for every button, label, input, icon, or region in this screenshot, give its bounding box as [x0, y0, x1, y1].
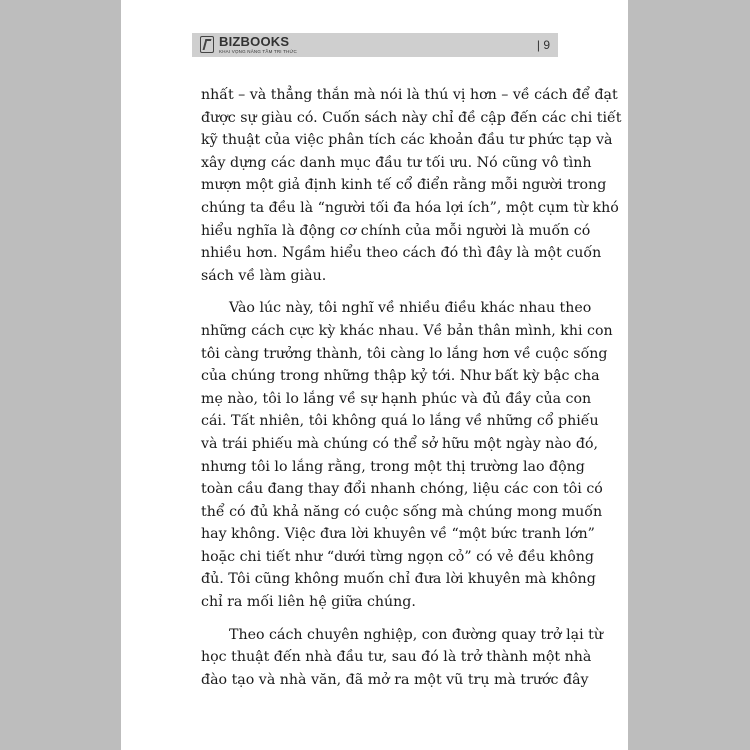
publisher-logo-text: BIZBOOKS — [219, 34, 290, 49]
text-line: của chúng trong những thập kỷ tới. Như bất kỳ bậc cha — [201, 368, 600, 385]
text-line: hoặc chi tiết như “dưới từng ngọn cỏ” có vẻ đều không — [201, 548, 594, 565]
paragraph-2 — [201, 297, 613, 613]
paragraph-1 — [201, 84, 622, 287]
text-line: chúng ta đều là “người tối đa hóa lợi ích”, một cụm từ khó — [201, 199, 619, 216]
text-line: và trái phiếu mà chúng có thể sở hữu một ngày nào đó, — [201, 435, 598, 452]
text-line: những cách cực kỳ khác nhau. Về bản thân mình, khi con — [201, 322, 613, 339]
text-line: tôi càng trưởng thành, tôi càng lo lắng hơn về cuộc sống — [201, 345, 608, 362]
text-line: thể có đủ khả năng có cuộc sống mà chúng mong muốn — [201, 503, 603, 520]
text-line: nhất – và thẳng thắn mà nói là thú vị hơn – về cách để đạt — [201, 87, 618, 103]
text-line: toàn cầu đang thay đổi nhanh chóng, liệu các con tôi có — [201, 481, 603, 498]
text-line: kỹ thuật của việc phân tích các khoản đầu tư phức tạp và — [201, 132, 613, 149]
bizbooks-logo-icon — [200, 36, 214, 53]
text-line: học thuật đến nhà đầu tư, sau đó là trở thành một nhà — [201, 649, 592, 666]
text-line: đủ. Tôi cũng không muốn chỉ đưa lời khuyên mà không — [201, 571, 596, 588]
text-line: cái. Tất nhiên, tôi không quá lo lắng về những cổ phiếu — [201, 413, 599, 430]
text-line: Vào lúc này, tôi nghĩ về nhiều điều khác nhau theo — [229, 300, 592, 317]
page-number: | 9 — [536, 38, 550, 52]
text-line: mẹ nào, tôi lo lắng về sự hạnh phúc và đủ đầy của con — [201, 390, 592, 407]
body-text — [201, 84, 622, 691]
text-line: nhiều hơn. Ngầm hiểu theo cách đó thì đây là một cuốn — [201, 245, 602, 262]
publisher-tagline: KHAI VỌNG NÂNG TẦM TRI THỨC — [219, 49, 298, 54]
text-line: chỉ ra mối liên hệ giữa chúng. — [201, 594, 416, 611]
text-line: đào tạo và nhà văn, đã mở ra một vũ trụ mà trước đây — [201, 671, 589, 688]
text-line: được sự giàu có. Cuốn sách này chỉ đề cập đến các chi tiết — [201, 109, 622, 126]
text-line: nhưng tôi lo lắng rằng, trong một thị trường lao động — [201, 458, 585, 475]
text-line: sách về làm giàu. — [201, 267, 327, 284]
page-header — [192, 33, 558, 57]
text-line: hiểu nghĩa là động cơ chính của mỗi người là muốn có — [201, 222, 591, 239]
book-page — [121, 0, 628, 750]
text-line: mượn một giả định kinh tế cổ điển rằng mỗi người trong — [201, 177, 607, 194]
text-line: hay không. Việc đưa lời khuyên về “một bức tranh lớn” — [201, 526, 595, 543]
text-line: xây dựng các danh mục đầu tư tối ưu. Nó cũng vô tình — [201, 154, 592, 171]
text-line: Theo cách chuyên nghiệp, con đường quay trở lại từ — [229, 626, 603, 643]
paragraph-3 — [201, 624, 603, 692]
